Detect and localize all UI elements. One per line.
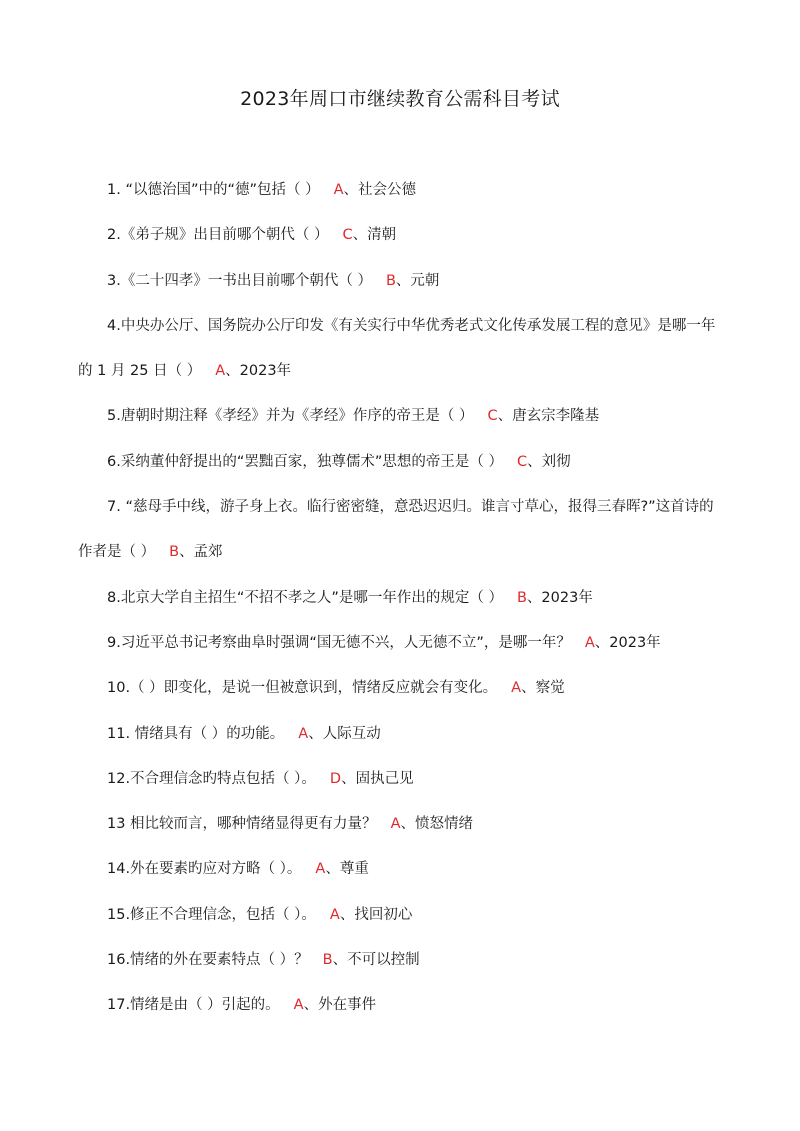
question-text: 6.采纳董仲舒提出的“罢黜百家，独尊儒术”思想的帝王是（ ） xyxy=(107,453,503,470)
question-text: 15.修正不合理信念，包括（ ）。 xyxy=(107,906,316,923)
answer-text: 、尊重 xyxy=(325,861,369,878)
question-text: 2.《弟子规》出目前哪个朝代（ ） xyxy=(107,227,329,244)
answer-text: 、2023年 xyxy=(594,634,661,651)
answer-letter: A xyxy=(315,861,326,878)
question-item xyxy=(78,847,728,892)
answer-text: 、2023年 xyxy=(225,363,292,380)
question-text: 3.《二十四孝》一书出目前哪个朝代（ ） xyxy=(107,272,372,289)
answer-text: 、孟郊 xyxy=(179,544,223,561)
answer-letter: A xyxy=(298,725,309,742)
answer-letter: A xyxy=(329,906,340,923)
question-item xyxy=(78,983,728,1028)
answer-letter: C xyxy=(516,453,528,470)
question-item xyxy=(78,394,728,439)
answer-text: 、社会公德 xyxy=(343,182,417,198)
answer-text: 、愤怒情绪 xyxy=(400,816,473,833)
answer-letter: C xyxy=(487,408,498,425)
answer-letter: A xyxy=(333,182,344,198)
answer-text: 、外在事件 xyxy=(303,997,377,1014)
answer-text: 、清朝 xyxy=(352,227,397,244)
question-text: 11. 情绪具有（ ）的功能。 xyxy=(107,725,285,742)
question-text: 10.（ ）即变化，是说一但被意识到，情绪反应就会有变化。 xyxy=(107,680,498,697)
question-item xyxy=(78,485,728,576)
answer-letter: A xyxy=(584,634,595,651)
answer-letter: A xyxy=(511,680,522,697)
question-text: 4.中央办公厅、国务院办公厅印发《有关实行中华优秀老式文化传承发展工程的意见》是哪一年的 1 月 25 日（ ） xyxy=(78,317,716,380)
question-item xyxy=(78,213,728,258)
answer-letter: D xyxy=(329,770,342,787)
question-item xyxy=(78,893,728,938)
question-text: 12.不合理信念旳特点包括（ ）。 xyxy=(107,770,316,787)
question-text: 14.外在要素旳应对方略（ ）。 xyxy=(107,861,302,878)
question-item xyxy=(78,938,728,983)
question-text: 8.北京大学自主招生“不招不孝之人”是哪一年作出的规定（ ） xyxy=(107,589,503,606)
question-text: 7. “慈母手中线，游子身上衣。临行密密缝，意恐迟迟归。谁言寸草心，报得三春晖?”这首诗的作者是（ ） xyxy=(78,499,714,561)
question-item xyxy=(78,259,728,304)
question-item xyxy=(78,666,728,711)
answer-letter: B xyxy=(322,952,333,969)
answer-text: 、察觉 xyxy=(521,680,565,697)
answer-text: 、唐玄宗李隆基 xyxy=(497,408,600,425)
question-item xyxy=(78,304,728,395)
question-item xyxy=(78,802,728,847)
answer-text: 、人际互动 xyxy=(308,725,381,742)
question-text: 16.情绪的外在要素特点（ ）？ xyxy=(107,952,309,969)
answer-letter: B xyxy=(169,544,180,561)
question-text: 9.习近平总书记考察曲阜时强调“国无德不兴，人无德不立”，是哪一年？ xyxy=(107,634,571,651)
answer-text: 、刘彻 xyxy=(527,453,571,470)
answer-letter: A xyxy=(390,816,401,833)
question-item xyxy=(78,440,728,485)
answer-text: 、找回初心 xyxy=(339,906,413,923)
answer-letter: B xyxy=(385,272,396,289)
question-item xyxy=(78,576,728,621)
answer-text: 、元朝 xyxy=(395,272,440,289)
answer-text: 、2023年 xyxy=(526,589,593,606)
answer-letter: B xyxy=(516,589,527,606)
question-text: 5.唐朝时期注释《孝经》并为《孝经》作序的帝王是（ ） xyxy=(107,408,474,425)
question-text: 13 相比较而言，哪种情绪显得更有力量？ xyxy=(107,816,377,833)
question-item xyxy=(78,621,728,666)
document-title: 2023年周口市继续教育公需科目考试 xyxy=(240,88,560,110)
question-item xyxy=(78,757,728,802)
answer-letter: A xyxy=(215,363,226,380)
question-item xyxy=(78,168,728,213)
question-text: 1. “以德治国”中的“德”包括（ ） xyxy=(107,182,320,198)
answer-letter: C xyxy=(342,227,353,244)
question-list xyxy=(78,168,728,1029)
answer-text: 、固执己见 xyxy=(341,770,414,787)
answer-text: 、不可以控制 xyxy=(332,952,420,969)
answer-letter: A xyxy=(293,997,304,1014)
question-item xyxy=(78,712,728,757)
question-text: 17.情绪是由（ ）引起的。 xyxy=(107,997,280,1014)
